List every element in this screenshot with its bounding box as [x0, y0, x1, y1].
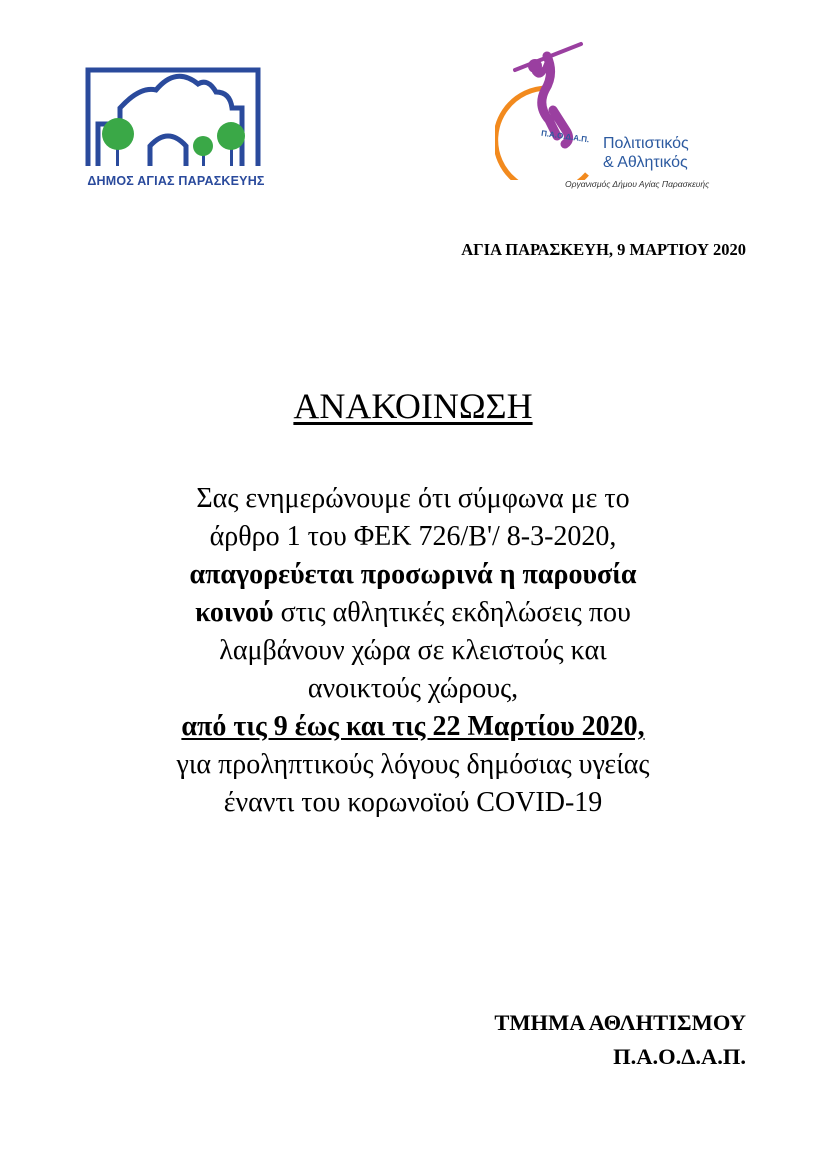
organization-name-line2: & Αθλητικός	[603, 154, 688, 171]
body-line-2: άρθρο 1 του ΦΕΚ 726/Β'/ 8-3-2020,	[209, 521, 617, 552]
municipality-emblem-icon	[80, 62, 270, 174]
organization-logo	[495, 40, 725, 200]
body-line-3: απαγορεύεται προσωρινά η παρουσία	[189, 559, 637, 590]
body-line-4-rest: στις αθλητικές εκδηλώσεις που	[273, 597, 631, 628]
body-line-9: έναντι του κορωνοϊού COVID-19	[223, 787, 603, 818]
body-line-6: ανοικτούς χώρους,	[307, 673, 519, 704]
announcement-body	[60, 480, 766, 822]
body-line-1: Σας ενημερώνουμε ότι σύμφωνα με το	[196, 483, 630, 514]
date-line: ΑΓΙΑ ΠΑΡΑΣΚΕΥΗ, 9 ΜΑΡΤΙΟΥ 2020	[461, 240, 746, 259]
page-title: ΑΝΑΚΟΙΝΩΣΗ	[293, 386, 533, 426]
municipality-logo	[80, 62, 270, 197]
body-line-8: για προληπτικούς λόγους δημόσιας υγείας	[176, 749, 650, 780]
body-line-7	[60, 708, 766, 746]
organization-name-line3: Οργανισμός Δήμου Αγίας Παρασκευής	[565, 179, 710, 189]
organization-arc-label: Π.Α.Ο.Δ.Α.Π.	[540, 128, 590, 145]
signature-department: ΤΜΗΜΑ ΑΘΛΗΤΙΣΜΟΥ	[494, 1010, 746, 1035]
body-date-range: από τις 9 έως και τις 22 Μαρτίου 2020,	[181, 711, 645, 742]
organization-name-line1: Πολιτιστικός	[603, 135, 689, 152]
municipality-caption: ΔΗΜΟΣ ΑΓΙΑΣ ΠΑΡΑΣΚΕΥΗΣ	[87, 174, 265, 188]
body-line-4	[60, 594, 766, 632]
signature-organization: Π.Α.Ο.Δ.Α.Π.	[613, 1044, 746, 1069]
signature-block	[494, 1006, 746, 1074]
body-line-5: λαμβάνουν χώρα σε κλειστούς και	[219, 635, 607, 666]
body-line-4-bold: κοινού	[195, 597, 274, 628]
